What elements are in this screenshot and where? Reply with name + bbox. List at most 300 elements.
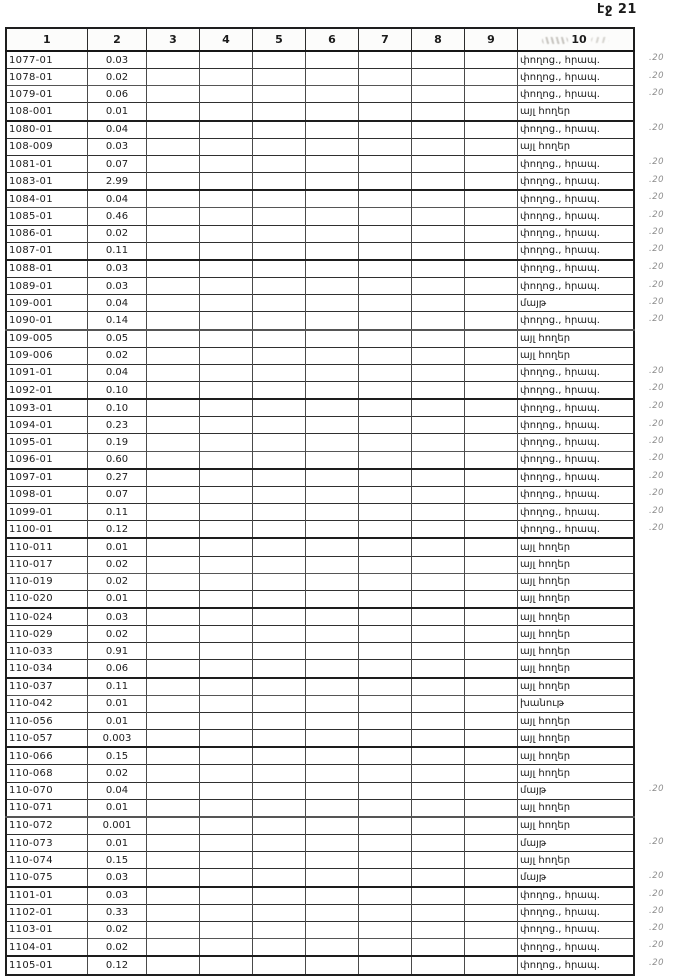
header-row	[6, 28, 634, 51]
land-category-cell: փողոց., հրապ.	[518, 399, 635, 417]
area-value-cell: 0.03	[88, 138, 147, 155]
empty-cell	[412, 173, 465, 191]
column-header-2: 2	[88, 28, 147, 51]
empty-cell	[147, 538, 200, 556]
empty-cell	[306, 712, 359, 729]
empty-cell	[147, 69, 200, 86]
parcel-id-cell: 110-056	[6, 712, 88, 729]
margin-note: .20	[649, 383, 665, 393]
empty-cell	[412, 938, 465, 956]
land-category-cell: փողոց., հրապ.	[518, 904, 635, 921]
land-category-cell: փողոց., հրապ.	[518, 921, 635, 938]
empty-cell	[306, 887, 359, 905]
empty-cell	[465, 190, 518, 208]
empty-cell	[359, 399, 412, 417]
table-row	[6, 399, 634, 417]
empty-cell	[147, 364, 200, 381]
empty-cell	[412, 278, 465, 295]
empty-cell	[465, 747, 518, 765]
area-value-cell: 0.15	[88, 852, 147, 869]
empty-cell	[359, 938, 412, 956]
land-category-cell: այլ հողեր	[518, 538, 635, 556]
table-row	[6, 921, 634, 938]
empty-cell	[465, 138, 518, 155]
empty-cell	[147, 469, 200, 487]
empty-cell	[412, 312, 465, 330]
parcel-id-cell: 1081-01	[6, 155, 88, 172]
area-value-cell: 0.02	[88, 626, 147, 643]
empty-cell	[412, 747, 465, 765]
empty-cell	[359, 469, 412, 487]
land-category-cell: այլ հողեր	[518, 643, 635, 660]
area-value-cell: 0.07	[88, 155, 147, 172]
empty-cell	[306, 747, 359, 765]
empty-cell	[465, 852, 518, 869]
empty-cell	[147, 260, 200, 278]
empty-cell	[359, 51, 412, 69]
margin-note: .20	[649, 210, 665, 220]
empty-cell	[359, 852, 412, 869]
empty-cell	[200, 852, 253, 869]
parcel-id-cell: 1078-01	[6, 69, 88, 86]
column-header-8: 8	[412, 28, 465, 51]
empty-cell	[412, 190, 465, 208]
parcel-id-cell: 108-001	[6, 103, 88, 121]
area-value-cell: 0.02	[88, 573, 147, 590]
empty-cell	[306, 486, 359, 503]
area-value-cell: 0.02	[88, 556, 147, 573]
empty-cell	[412, 712, 465, 729]
empty-cell	[412, 51, 465, 69]
column-header-5: 5	[253, 28, 306, 51]
empty-cell	[200, 155, 253, 172]
parcel-id-cell: 109-001	[6, 295, 88, 312]
parcel-id-cell: 110-057	[6, 730, 88, 748]
empty-cell	[465, 626, 518, 643]
table-row	[6, 556, 634, 573]
empty-cell	[465, 590, 518, 608]
empty-cell	[465, 643, 518, 660]
margin-note: .20	[649, 436, 665, 446]
area-value-cell: 0.02	[88, 69, 147, 86]
empty-cell	[306, 364, 359, 381]
empty-cell	[412, 556, 465, 573]
margin-note: .20	[649, 453, 665, 463]
parcel-id-cell: 109-005	[6, 330, 88, 348]
table-row	[6, 51, 634, 69]
empty-cell	[465, 399, 518, 417]
area-value-cell: 0.14	[88, 312, 147, 330]
empty-cell	[306, 173, 359, 191]
empty-cell	[147, 121, 200, 139]
empty-cell	[147, 695, 200, 712]
area-value-cell: 0.06	[88, 86, 147, 103]
table-row	[6, 712, 634, 729]
land-category-cell: այլ հողեր	[518, 747, 635, 765]
empty-cell	[359, 817, 412, 835]
table-row	[6, 730, 634, 748]
table-row	[6, 417, 634, 434]
land-category-cell: փողոց., հրապ.	[518, 86, 635, 103]
margin-note: .20	[649, 227, 665, 237]
parcel-id-cell: 1092-01	[6, 381, 88, 399]
empty-cell	[147, 242, 200, 260]
empty-cell	[306, 51, 359, 69]
empty-cell	[147, 225, 200, 242]
empty-cell	[253, 295, 306, 312]
table-row	[6, 295, 634, 312]
land-category-cell: փողոց., հրապ.	[518, 69, 635, 86]
column-header-1: 1	[6, 28, 88, 51]
table-row	[6, 451, 634, 469]
parcel-id-cell: 1080-01	[6, 121, 88, 139]
empty-cell	[200, 835, 253, 852]
empty-cell	[253, 643, 306, 660]
table-header	[6, 28, 634, 51]
empty-cell	[253, 678, 306, 696]
empty-cell	[306, 347, 359, 364]
empty-cell	[147, 747, 200, 765]
empty-cell	[359, 956, 412, 975]
empty-cell	[465, 712, 518, 729]
margin-note: .20	[649, 506, 665, 516]
empty-cell	[200, 765, 253, 782]
empty-cell	[200, 956, 253, 975]
empty-cell	[306, 138, 359, 155]
empty-cell	[412, 504, 465, 521]
empty-cell	[465, 103, 518, 121]
parcel-id-cell: 110-019	[6, 573, 88, 590]
margin-note: .20	[649, 488, 665, 498]
land-category-cell: փողոց., հրապ.	[518, 51, 635, 69]
empty-cell	[200, 103, 253, 121]
empty-cell	[412, 695, 465, 712]
empty-cell	[253, 69, 306, 86]
empty-cell	[147, 921, 200, 938]
table-row	[6, 469, 634, 487]
empty-cell	[412, 399, 465, 417]
empty-cell	[147, 956, 200, 975]
table-row	[6, 138, 634, 155]
land-category-cell: այլ հողեր	[518, 712, 635, 729]
empty-cell	[306, 469, 359, 487]
parcel-id-cell: 1084-01	[6, 190, 88, 208]
margin-note: .20	[649, 244, 665, 254]
empty-cell	[465, 678, 518, 696]
table-row	[6, 747, 634, 765]
area-value-cell: 0.01	[88, 799, 147, 817]
empty-cell	[465, 381, 518, 399]
parcel-id-cell: 1105-01	[6, 956, 88, 975]
empty-cell	[147, 103, 200, 121]
empty-cell	[253, 730, 306, 748]
land-category-cell: այլ հողեր	[518, 330, 635, 348]
empty-cell	[359, 921, 412, 938]
empty-cell	[200, 887, 253, 905]
area-value-cell: 0.03	[88, 278, 147, 295]
empty-cell	[306, 208, 359, 225]
scan-smudge-noise	[542, 37, 568, 44]
empty-cell	[465, 86, 518, 103]
area-value-cell: 0.06	[88, 660, 147, 678]
parcel-id-cell: 110-066	[6, 747, 88, 765]
table-row	[6, 869, 634, 887]
land-category-cell: փողոց., հրապ.	[518, 190, 635, 208]
empty-cell	[306, 69, 359, 86]
parcel-id-cell: 110-017	[6, 556, 88, 573]
empty-cell	[200, 626, 253, 643]
empty-cell	[253, 451, 306, 469]
empty-cell	[359, 712, 412, 729]
area-value-cell: 0.01	[88, 835, 147, 852]
empty-cell	[253, 869, 306, 887]
empty-cell	[147, 86, 200, 103]
table-row	[6, 660, 634, 678]
column-header-4: 4	[200, 28, 253, 51]
empty-cell	[253, 51, 306, 69]
empty-cell	[359, 451, 412, 469]
cadastre-table-wrap	[5, 27, 635, 976]
empty-cell	[359, 590, 412, 608]
empty-cell	[359, 747, 412, 765]
empty-cell	[359, 678, 412, 696]
empty-cell	[200, 747, 253, 765]
empty-cell	[253, 208, 306, 225]
margin-note: .20	[649, 940, 665, 950]
table-row	[6, 330, 634, 348]
empty-cell	[465, 295, 518, 312]
empty-cell	[200, 138, 253, 155]
empty-cell	[306, 626, 359, 643]
table-row	[6, 590, 634, 608]
parcel-id-cell: 1093-01	[6, 399, 88, 417]
empty-cell	[412, 660, 465, 678]
land-category-cell: փողոց., հրապ.	[518, 364, 635, 381]
table-row	[6, 852, 634, 869]
empty-cell	[253, 260, 306, 278]
parcel-id-cell: 1098-01	[6, 486, 88, 503]
table-row	[6, 765, 634, 782]
table-row	[6, 278, 634, 295]
empty-cell	[359, 486, 412, 503]
empty-cell	[306, 190, 359, 208]
area-value-cell: 0.02	[88, 225, 147, 242]
empty-cell	[465, 817, 518, 835]
land-category-cell: փողոց., հրապ.	[518, 938, 635, 956]
margin-note: .20	[649, 157, 665, 167]
empty-cell	[200, 817, 253, 835]
land-category-cell: այլ հողեր	[518, 573, 635, 590]
empty-cell	[200, 347, 253, 364]
land-category-cell: այլ հողեր	[518, 765, 635, 782]
empty-cell	[359, 381, 412, 399]
empty-cell	[412, 242, 465, 260]
empty-cell	[412, 295, 465, 312]
table-row	[6, 799, 634, 817]
empty-cell	[306, 451, 359, 469]
land-category-cell: այլ հողեր	[518, 678, 635, 696]
empty-cell	[306, 330, 359, 348]
margin-note: .20	[649, 906, 665, 916]
table-row	[6, 208, 634, 225]
area-value-cell: 0.03	[88, 608, 147, 626]
empty-cell	[253, 799, 306, 817]
parcel-id-cell: 108-009	[6, 138, 88, 155]
empty-cell	[200, 660, 253, 678]
land-category-cell: փողոց., հրապ.	[518, 278, 635, 295]
table-row	[6, 626, 634, 643]
area-value-cell: 0.10	[88, 399, 147, 417]
table-row	[6, 817, 634, 835]
empty-cell	[253, 626, 306, 643]
empty-cell	[253, 782, 306, 799]
empty-cell	[147, 330, 200, 348]
table-row	[6, 573, 634, 590]
table-row	[6, 312, 634, 330]
empty-cell	[465, 260, 518, 278]
empty-cell	[200, 121, 253, 139]
column-header-10	[518, 28, 635, 51]
empty-cell	[306, 155, 359, 172]
empty-cell	[465, 869, 518, 887]
parcel-id-cell: 1086-01	[6, 225, 88, 242]
empty-cell	[306, 730, 359, 748]
land-category-cell: այլ հողեր	[518, 799, 635, 817]
empty-cell	[200, 643, 253, 660]
empty-cell	[147, 278, 200, 295]
page-number-label: էջ 21	[597, 2, 637, 17]
area-value-cell: 0.02	[88, 938, 147, 956]
empty-cell	[465, 904, 518, 921]
table-row	[6, 643, 634, 660]
empty-cell	[200, 695, 253, 712]
empty-cell	[147, 678, 200, 696]
parcel-id-cell: 110-042	[6, 695, 88, 712]
empty-cell	[306, 921, 359, 938]
empty-cell	[412, 208, 465, 225]
empty-cell	[147, 399, 200, 417]
empty-cell	[359, 155, 412, 172]
empty-cell	[200, 782, 253, 799]
parcel-id-cell: 1085-01	[6, 208, 88, 225]
empty-cell	[253, 817, 306, 835]
area-value-cell: 0.23	[88, 417, 147, 434]
empty-cell	[465, 330, 518, 348]
empty-cell	[412, 852, 465, 869]
empty-cell	[306, 695, 359, 712]
empty-cell	[359, 556, 412, 573]
empty-cell	[359, 347, 412, 364]
parcel-id-cell: 110-073	[6, 835, 88, 852]
empty-cell	[359, 695, 412, 712]
empty-cell	[200, 678, 253, 696]
area-value-cell: 0.03	[88, 869, 147, 887]
empty-cell	[359, 869, 412, 887]
table-row	[6, 86, 634, 103]
empty-cell	[306, 678, 359, 696]
area-value-cell: 0.19	[88, 434, 147, 451]
empty-cell	[412, 765, 465, 782]
area-value-cell: 0.01	[88, 712, 147, 729]
parcel-id-cell: 1100-01	[6, 521, 88, 539]
empty-cell	[306, 608, 359, 626]
margin-note: .20	[649, 123, 665, 133]
area-value-cell: 0.12	[88, 956, 147, 975]
empty-cell	[412, 782, 465, 799]
parcel-id-cell: 1104-01	[6, 938, 88, 956]
empty-cell	[253, 573, 306, 590]
empty-cell	[359, 260, 412, 278]
empty-cell	[200, 938, 253, 956]
empty-cell	[412, 330, 465, 348]
empty-cell	[306, 556, 359, 573]
parcel-id-cell: 1102-01	[6, 904, 88, 921]
empty-cell	[465, 608, 518, 626]
empty-cell	[253, 921, 306, 938]
empty-cell	[200, 799, 253, 817]
margin-note: .20	[649, 471, 665, 481]
parcel-id-cell: 1083-01	[6, 173, 88, 191]
area-value-cell: 0.03	[88, 51, 147, 69]
parcel-id-cell: 1077-01	[6, 51, 88, 69]
empty-cell	[465, 486, 518, 503]
empty-cell	[306, 643, 359, 660]
empty-cell	[465, 799, 518, 817]
empty-cell	[147, 381, 200, 399]
parcel-id-cell: 1091-01	[6, 364, 88, 381]
area-value-cell: 0.91	[88, 643, 147, 660]
land-category-cell: խանութ	[518, 695, 635, 712]
area-value-cell: 0.01	[88, 695, 147, 712]
area-value-cell: 0.02	[88, 921, 147, 938]
table-row	[6, 381, 634, 399]
area-value-cell: 0.02	[88, 765, 147, 782]
table-row	[6, 69, 634, 86]
empty-cell	[253, 538, 306, 556]
empty-cell	[200, 504, 253, 521]
margin-note: .20	[649, 71, 665, 81]
empty-cell	[359, 643, 412, 660]
empty-cell	[306, 956, 359, 975]
empty-cell	[200, 451, 253, 469]
empty-cell	[465, 538, 518, 556]
empty-cell	[200, 590, 253, 608]
empty-cell	[306, 521, 359, 539]
area-value-cell: 0.33	[88, 904, 147, 921]
empty-cell	[253, 695, 306, 712]
empty-cell	[412, 121, 465, 139]
table-row	[6, 155, 634, 172]
area-value-cell: 0.60	[88, 451, 147, 469]
empty-cell	[359, 521, 412, 539]
empty-cell	[306, 399, 359, 417]
land-category-cell: փողոց., հրապ.	[518, 887, 635, 905]
table-row	[6, 347, 634, 364]
table-row	[6, 173, 634, 191]
empty-cell	[412, 904, 465, 921]
empty-cell	[412, 486, 465, 503]
land-category-cell: փողոց., հրապ.	[518, 504, 635, 521]
empty-cell	[253, 765, 306, 782]
parcel-id-cell: 1101-01	[6, 887, 88, 905]
empty-cell	[147, 643, 200, 660]
empty-cell	[147, 869, 200, 887]
empty-cell	[306, 242, 359, 260]
empty-cell	[253, 469, 306, 487]
empty-cell	[200, 730, 253, 748]
empty-cell	[412, 347, 465, 364]
table-row	[6, 608, 634, 626]
